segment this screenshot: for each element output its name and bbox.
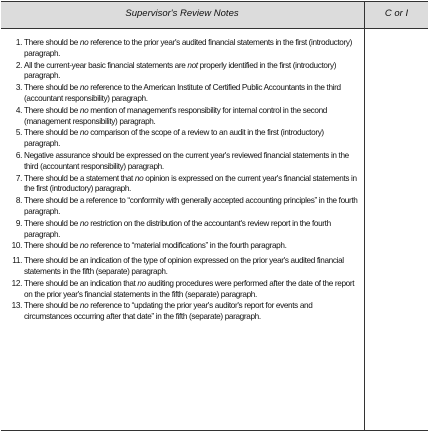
note-text: There should be an indication that no auditing procedures were performed after the date of the report on the prior year's financial statements in the fifth (separate) paragraph. (24, 278, 355, 299)
review-note-4 (1, 106, 359, 128)
review-note-1 (1, 38, 359, 60)
review-note-5 (1, 128, 359, 150)
note-text: There should be no mention of management's responsibility for internal control in the second (management responsibility) paragraph. (24, 105, 327, 126)
note-text: There should be a reference to “conformity with generally accepted accounting principles” in the fourth paragraph. (24, 196, 358, 216)
review-note-6 (1, 151, 359, 173)
review-note-7 (1, 174, 359, 196)
note-number: 7. (15, 173, 22, 183)
note-number: 13. (11, 301, 22, 311)
note-number: 4. (15, 105, 22, 115)
review-note-10 (1, 241, 359, 252)
note-number: 5. (15, 128, 22, 138)
note-text: There should be no reference to “updating the prior year's auditor's report for events and circumstances occurring after that date” in the fifth (separate) paragraph. (24, 301, 313, 322)
review-notes-table (1, 1, 428, 431)
note-text: There should be no restriction on the distribution of the accountant's review report in the fourth paragraph. (24, 218, 331, 239)
notes-column-header: Supervisor's Review Notes (125, 8, 239, 19)
note-text: There should be no reference to the prior year's audited financial statements in the first (introductory) paragraph. (24, 38, 353, 58)
note-number: 11. (12, 256, 22, 266)
note-number: 8. (15, 196, 22, 206)
note-text: There should be an indication of the type of opinion expressed on the prior year's audited financial statements in the fifth (separate) paragraph. (24, 256, 344, 276)
note-text: There should be a statement that no opinion is expressed on the current year's financial statements in the first (introductory) paragraph. (24, 173, 357, 194)
review-note-2 (1, 61, 359, 83)
note-text: All the current-year basic financial statements are not properly identified in the first (introductory) paragraph. (24, 60, 337, 81)
review-note-3 (1, 83, 359, 105)
review-notes-list (1, 38, 359, 324)
review-note-13 (1, 301, 359, 323)
review-note-12 (1, 279, 359, 301)
note-number: 9. (15, 218, 22, 228)
note-text: Negative assurance should be expressed on the current year's reviewed financial statements in the third (accountant responsibility) paragraph. (24, 150, 349, 171)
note-number: 6. (15, 150, 22, 160)
review-note-11 (1, 256, 359, 278)
review-note-8 (1, 196, 359, 218)
review-note-9 (1, 219, 359, 241)
note-number: 12. (11, 278, 22, 288)
note-number: 2. (15, 60, 22, 70)
c-or-i-column-header: C or I (384, 8, 409, 19)
note-text: There should be no comparison of the scope of a review to an audit in the first (introductory) paragraph. (24, 128, 324, 149)
column-divider (364, 2, 365, 430)
note-number: 10. (11, 241, 22, 251)
note-text: There should be no reference to “material modifications” in the fourth paragraph. (24, 241, 287, 251)
note-number: 3. (15, 83, 22, 93)
note-text: There should be no reference to the American Institute of Certified Public Accountants in the third (accountant responsibility) paragraph. (24, 83, 341, 103)
note-number: 1. (15, 38, 22, 47)
